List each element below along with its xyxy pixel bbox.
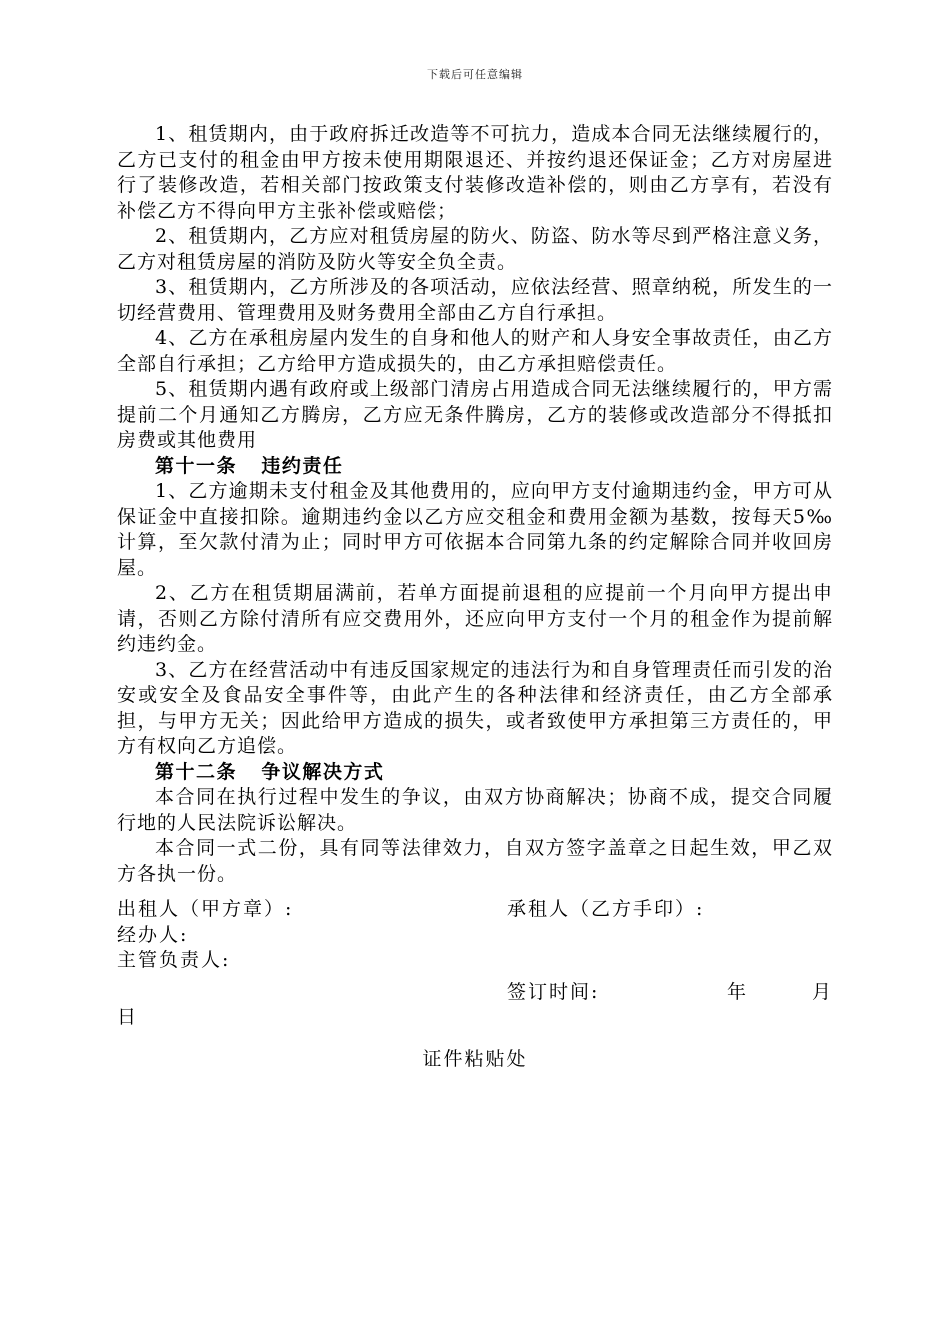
agent-row: [117, 923, 833, 949]
lessor-label: 出租人（甲方章）:: [117, 898, 294, 920]
day-label: 日: [117, 1006, 139, 1028]
supervisor-row: [117, 948, 833, 974]
supervisor-label: 主管负责人:: [117, 949, 231, 971]
signature-block: [117, 897, 833, 1031]
article-11-paragraph: 3、乙方在经营活动中有违反国家规定的违法行为和自身管理责任而引发的治安或安全及食品安全事件等，由此产生的各种法律和经济责任，由乙方全部承担，与甲方无关；因此给甲方造成的损失，或者致使甲方承担第三方责任的，甲方有权向乙方追偿。: [117, 658, 833, 757]
clause-paragraph: 2、租赁期内，乙方应对租赁房屋的防火、防盗、防水等尽到严格注意义务，乙方对租赁房屋的消防及防火等安全负全责。: [117, 225, 833, 273]
article-11-paragraph: 1、乙方逾期未支付租金及其他费用的，应向甲方支付逾期违约金，甲方可从保证金中直接扣除。逾期违约金以乙方应交租金和费用金额为基数，按每天5‰计算，至欠款付清为止；同时甲方可依据本合同第九条的约定解除合同并收回房屋。: [117, 480, 833, 579]
year-label: 年: [727, 980, 749, 1003]
sign-date-label: 签订时间:: [507, 980, 600, 1003]
article-12-heading-text: 第十二条 争议解决方式: [155, 760, 385, 783]
clause-paragraph: 4、乙方在承租房屋内发生的自身和他人的财产和人身安全事故责任，由乙方全部自行承担；乙方给甲方造成损失的，由乙方承担赔偿责任。: [117, 327, 833, 375]
article-11-heading-text: 第十一条 违约责任: [155, 454, 344, 477]
article-12-paragraph: 本合同一式二份，具有同等法律效力，自双方签字盖章之日起生效，甲乙双方各执一份。: [117, 837, 833, 885]
clause-paragraph: 1、租赁期内，由于政府拆迁改造等不可抗力，造成本合同无法继续履行的，乙方已支付的租金由甲方按未使用期限退还、并按约退还保证金；乙方对房屋进行了装修改造，若相关部门按政策支付装修改造补偿的，则由乙方享有，若没有补偿乙方不得向甲方主张补偿或赔偿；: [117, 123, 833, 222]
article-11-paragraph: 2、乙方在租赁期届满前，若单方面提前退租的应提前一个月向甲方提出申请，否则乙方除付清所有应交费用外，还应向甲方支付一个月的租金作为提前解约违约金。: [117, 582, 833, 655]
clause-paragraph: 3、租赁期内，乙方所涉及的各项活动，应依法经营、照章纳税，所发生的一切经营费用、管理费用及财务费用全部由乙方自行承担。: [117, 276, 833, 324]
clause-paragraph: 5、租赁期内遇有政府或上级部门清房占用造成合同无法继续履行的，甲方需提前二个月通知乙方腾房，乙方应无条件腾房，乙方的装修或改造部分不得抵扣房费或其他费用: [117, 378, 833, 451]
day-row: [117, 1005, 833, 1031]
article-12-paragraph: 本合同在执行过程中发生的争议，由双方协商解决；协商不成，提交合同履行地的人民法院诉讼解决。: [117, 786, 833, 834]
contract-body: [117, 122, 833, 887]
article-11-heading: [117, 454, 833, 480]
party-row: [117, 897, 833, 923]
id-paste-area-label: 证件粘贴处: [422, 1048, 528, 1070]
sign-date-row: [117, 980, 833, 1006]
agent-label: 经办人:: [117, 923, 189, 946]
month-label: 月: [812, 980, 834, 1003]
article-12-heading: [117, 760, 833, 786]
lessee-label: 承租人（乙方手印）:: [507, 898, 705, 920]
header-note: 下载后可任意编辑: [427, 68, 523, 81]
